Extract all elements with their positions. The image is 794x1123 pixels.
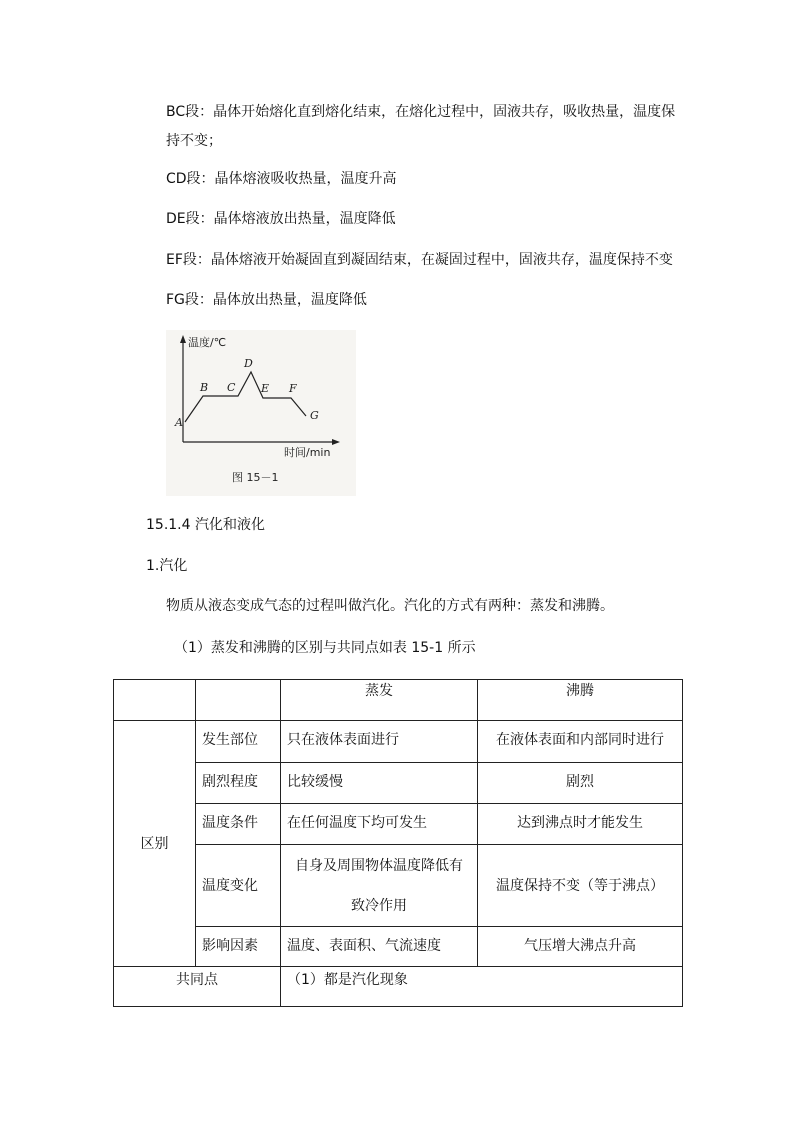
common-value: （1）都是汽化现象 xyxy=(281,967,683,1007)
row-evaporation: 只在液体表面进行 xyxy=(281,721,478,763)
row-aspect: 影响因素 xyxy=(196,927,281,967)
row-evaporation: 温度、表面积、气流速度 xyxy=(281,927,478,967)
row-aspect: 温度条件 xyxy=(196,804,281,845)
point-label-e: E xyxy=(261,382,270,395)
line-de: DE段：晶体熔液放出热量，温度降低 xyxy=(166,211,396,227)
melting-curve-svg xyxy=(166,330,356,496)
section-heading: 15.1.4 汽化和液化 xyxy=(146,517,265,533)
table-common-row xyxy=(114,967,683,1007)
table-row xyxy=(114,804,683,845)
group-label-difference: 区别 xyxy=(114,721,196,967)
row-boiling: 温度保持不变（等于沸点） xyxy=(478,845,683,927)
header-cell-blank-1 xyxy=(114,680,196,721)
row-evaporation xyxy=(281,845,478,927)
common-label: 共同点 xyxy=(114,967,281,1007)
table-caption: （1）蒸发和沸腾的区别与共同点如表 15-1 所示 xyxy=(174,640,476,656)
melting-curve-figure xyxy=(166,330,356,496)
line-fg: FG段：晶体放出热量，温度降低 xyxy=(166,292,367,308)
line-ef: EF段：晶体熔液开始凝固直到凝固结束，在凝固过程中，固液共存，温度保持不变 xyxy=(166,252,673,268)
point-label-g: G xyxy=(310,409,319,422)
row-boiling: 气压增大沸点升高 xyxy=(478,927,683,967)
point-label-c: C xyxy=(227,381,236,394)
line-bc-2: 持不变； xyxy=(166,133,222,149)
comparison-table xyxy=(113,679,683,1007)
row-evaporation-line-2: 致冷作用 xyxy=(351,897,407,914)
table-row xyxy=(114,763,683,804)
table-row xyxy=(114,721,683,763)
x-axis-label: 时间/min xyxy=(284,446,331,459)
y-axis-label: 温度/℃ xyxy=(188,336,227,349)
row-evaporation: 比较缓慢 xyxy=(281,763,478,804)
intro-paragraph: 物质从液态变成气态的过程叫做汽化。汽化的方式有两种：蒸发和沸腾。 xyxy=(166,598,614,614)
header-boiling: 沸腾 xyxy=(478,680,683,721)
point-label-a: A xyxy=(175,416,183,429)
line-cd: CD段：晶体熔液吸收热量，温度升高 xyxy=(166,171,397,187)
point-label-f: F xyxy=(289,382,297,395)
header-cell-blank-2 xyxy=(196,680,281,721)
row-aspect: 发生部位 xyxy=(196,721,281,763)
subheading: 1.汽化 xyxy=(146,558,188,574)
row-boiling: 在液体表面和内部同时进行 xyxy=(478,721,683,763)
figure-caption: 图 15－1 xyxy=(232,471,279,484)
row-evaporation-line-1: 自身及周围物体温度降低有 xyxy=(295,857,463,874)
row-boiling: 达到沸点时才能发生 xyxy=(478,804,683,845)
table-header-row xyxy=(114,680,683,721)
table-row xyxy=(114,845,683,927)
point-label-b: B xyxy=(200,381,209,394)
row-aspect: 剧烈程度 xyxy=(196,763,281,804)
row-boiling: 剧烈 xyxy=(478,763,683,804)
line-bc-1: BC段：晶体开始熔化直到熔化结束，在熔化过程中，固液共存，吸收热量，温度保 xyxy=(166,104,676,120)
table-row xyxy=(114,927,683,967)
point-label-d: D xyxy=(244,357,253,370)
row-aspect: 温度变化 xyxy=(196,845,281,927)
row-evaporation: 在任何温度下均可发生 xyxy=(281,804,478,845)
header-evaporation: 蒸发 xyxy=(281,680,478,721)
